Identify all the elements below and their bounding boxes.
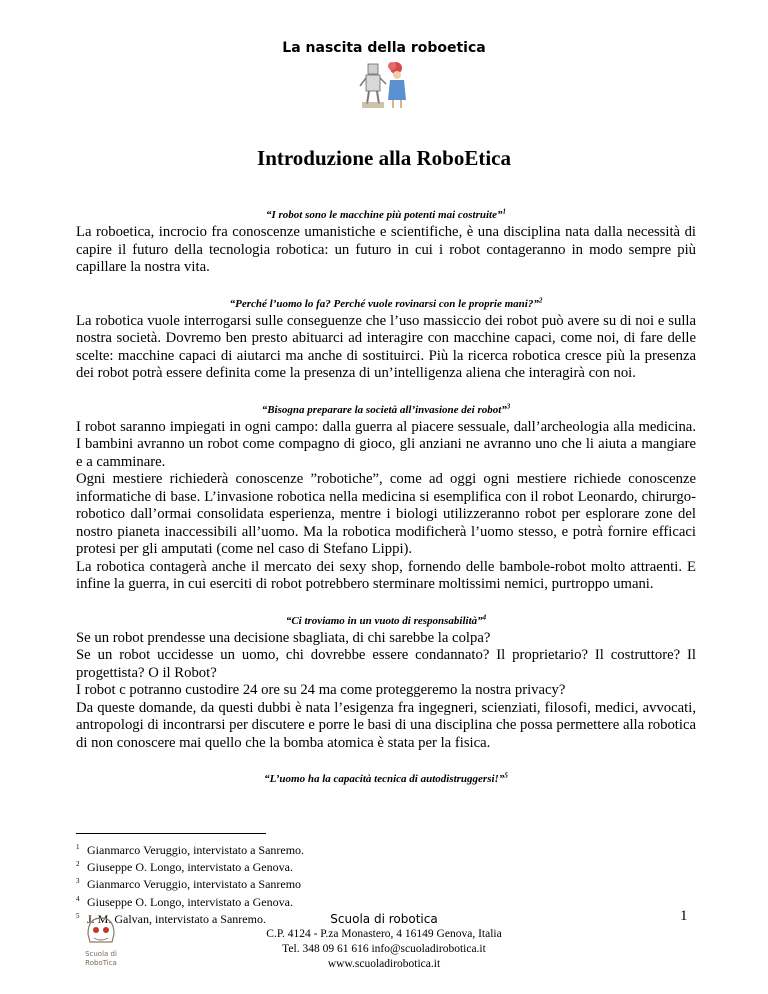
section-paragraph: Ogni mestiere richiederà conoscenze ”robotiche”, come ad oggi ogni mestiere richiede conoscenze informatiche di base. L’invasione robotica nella medicina si esemplifica con il robot Leonardo, chirurgo-robotico dall’ormai consolidata esperienza, mentre i biologi utilizzeranno robot per esplorare zone del nostro pianeta inaccessibili all’uomo. Ma la robotica modificherà l’uomo stesso, e potrà fornire efficaci protesi per gli amputati (come nel caso di Stefano Lippi). xyxy=(76,471,696,557)
footnote-divider xyxy=(76,833,266,834)
footnote-item: $^1$ Gianmarco Veruggio, intervistato a Sanremo. xyxy=(76,843,305,857)
section-paragraph: Da queste domande, da questi dubbi è nata l’esigenza fra ingegneri, scienziati, filosofi, medici, avvocati, antropologi di incontrarsi per discutere e porre le basi di una disciplina che possa permettere alla robotica di non conoscere mai quello che la bomba atomica è stata per la fisica. xyxy=(76,699,696,751)
header-title: La nascita della roboetica xyxy=(282,40,486,56)
footer-contact xyxy=(180,912,588,972)
section-quote-3: “Bisogna preparare la società all’invasione dei robot”$^3$ xyxy=(261,401,511,416)
school-logo xyxy=(78,912,124,970)
svg-text:Scuola di: Scuola di xyxy=(85,950,117,958)
footer-website: www.scuoladirobotica.it xyxy=(327,958,441,970)
section-paragraph: Se un robot prendesse una decisione sbagliata, di chi sarebbe la colpa? xyxy=(76,629,491,646)
section-paragraph: La robotica vuole interrogarsi sulle conseguenze che l’uso massiccio dei robot può avere su di noi e sulla nostra società. Dovremo ben presto abituarci ad interagire con macchine capaci, come noi, di fare delle scelte: macchine capaci di aiutarci ma anche di sostituirci. Più la ricerca robotica cresce più la presenza dei robot potrà essere definita come la presenza di un’intelligenza aliena che interagirà con noi. xyxy=(76,312,696,381)
footnote-item: $^5$ J. M. Galvan, intervistato a Sanremo. xyxy=(76,911,266,926)
footer-address: C.P. 4124 - P.za Monastero, 4 16149 Genova, Italia xyxy=(266,928,502,940)
section-paragraph: La robotica contagerà anche il mercato dei sexy shop, fornendo delle bambole-robot molto attraenti. E infine la guerra, in cui eserciti di robot potrebbero sterminare moltissimi nemici, purtroppo umani. xyxy=(76,558,696,592)
section-quote-1: “I robot sono le macchine più potenti mai costruite”$^1$ xyxy=(265,207,507,221)
footer-school-name: Scuola di robotica xyxy=(330,912,438,926)
header-robot-illustration xyxy=(356,58,412,110)
section-quote-2: “Perché l’uomo lo fa? Perché vuole rovinarsi con le proprie mani?”$^2$ xyxy=(229,295,543,310)
page-number: 1 xyxy=(680,908,688,924)
document-title: Introduzione alla RoboEtica xyxy=(257,146,511,170)
document-body xyxy=(76,208,696,788)
section-quote-5: “L’uomo ha la capacità tecnica di autodistruggersi!”$^5$ xyxy=(264,771,508,785)
section-paragraph: La roboetica, incrocio fra conoscenze umanistiche e scientifiche, è una disciplina nata dalla necessità di capire il futuro della tecnologia robotica: un futuro in cui i robot contageranno in modo sempre più capillare la nostra vita. xyxy=(76,224,696,275)
section-paragraph: Se un robot uccidesse un uomo, chi dovrebbe essere condannato? Il proprietario? Il costruttore? Il progettista? O il Robot? xyxy=(76,647,696,681)
footnote-item: $^4$ Giuseppe O. Longo, intervistato a Genova. xyxy=(76,894,293,909)
svg-text:RoboTica: RoboTica xyxy=(85,959,117,967)
footer-contacts: Tel. 348 09 61 616 info@scuoladirobotica.it xyxy=(282,943,486,955)
section-quote-4: “Ci troviamo in un vuoto di responsabilità”$^4$ xyxy=(285,612,487,627)
section-paragraph: I robot saranno impiegati in ogni campo: dalla guerra al piacere sessuale, dall’archeologia alla medicina. I bambini avranno un robot come compagno di gioco, gli anziani ne avranno uno che li aiuta a mangiare e a camminare. xyxy=(76,418,696,470)
footnote-item: $^3$ Gianmarco Veruggio, intervistato a Sanremo xyxy=(76,877,302,892)
section-paragraph: I robot c potranno custodire 24 ore su 24 ma come proteggeremo la nostra privacy? xyxy=(76,682,566,698)
footnote-item: $^2$ Giuseppe O. Longo, intervistato a Genova. xyxy=(76,860,293,875)
